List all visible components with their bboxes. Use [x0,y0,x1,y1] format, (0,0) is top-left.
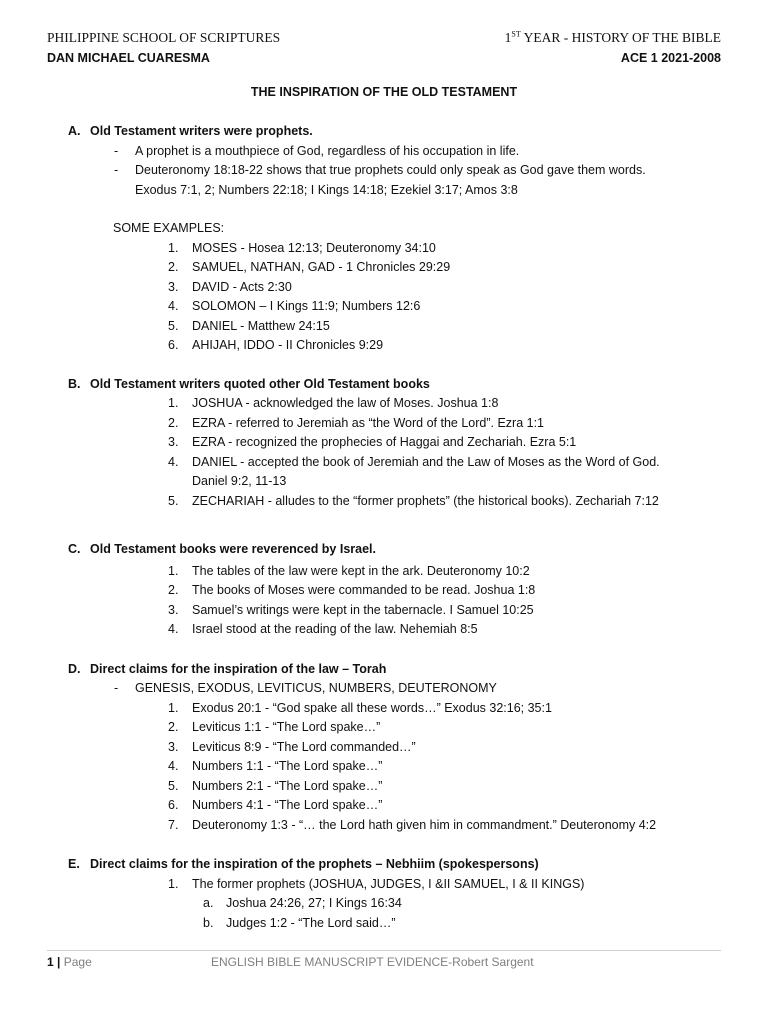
item-number: 1. [168,396,179,410]
list-item [0,453,768,473]
item-number: 5. [168,318,179,333]
page-footer [47,950,721,975]
heading-text: Direct claims for the inspiration of the law – Torah [90,661,387,676]
item-text: EZRA - referred to Jeremiah as “the Word of the Lord”. Ezra 1:1 [192,415,545,430]
item-number: 3. [168,279,179,294]
page-header [47,28,721,68]
item-text: SOLOMON – I Kings 11:9; Numbers 12:6 [192,299,421,313]
item-number: 1. [168,700,179,715]
item-number: 2. [168,260,179,274]
list-item [0,816,768,836]
heading-text: Direct claims for the inspiration of the prophets – Nebhiim (spokespersons) [90,857,539,871]
section-b-heading [0,375,768,395]
list-item [0,562,768,582]
item-letter: a. [203,896,214,910]
item-text: Exodus 20:1 - “God spake all these words…” Exodus 32:16; 35:1 [192,700,552,715]
course-ordinal-sup: ST [511,29,521,39]
item-number: 1. [168,876,179,891]
item-text: Leviticus 1:1 - “The Lord spake…” [192,720,381,734]
item-number: 3. [168,739,179,754]
sub-list-item [0,914,768,934]
bullet-item: - A prophet is a mouthpiece of God, regardless of his occupation in life. [0,142,768,162]
document-body [0,122,768,933]
item-number: 6. [168,338,179,352]
item-number: 2. [168,583,179,597]
item-number: 2. [168,720,179,734]
list-item [0,433,768,453]
item-text: SAMUEL, NATHAN, GAD - 1 Chronicles 29:29 [192,260,451,274]
footer-credit: ENGLISH BIBLE MANUSCRIPT EVIDENCE-Robert Sargent [211,955,534,969]
item-text: Deuteronomy 1:3 - “… the Lord hath given him in commandment.” Deuteronomy 4:2 [192,817,657,832]
section-letter: B. [68,376,81,391]
list-item [0,297,768,317]
item-number: 6. [168,798,179,812]
page-separator: | [57,955,61,969]
item-number: 4. [168,759,179,773]
item-letter: b. [203,915,214,930]
list-item [0,317,768,337]
page-number: 1 [47,955,54,969]
item-text: Numbers 2:1 - “The Lord spake…” [192,778,383,793]
list-item [0,796,768,816]
section-d-heading [0,660,768,680]
course-code: ACE 1 2021-2008 [620,51,721,65]
item-text: The former prophets (JOSHUA, JUDGES, I &II SAMUEL, I & II KINGS) [192,876,585,891]
item-text: The tables of the law were kept in the ark. Deuteronomy 10:2 [192,563,530,578]
item-text: Numbers 4:1 - “The Lord spake…” [192,798,383,812]
list-item [0,581,768,601]
item-text: ZECHARIAH - alludes to the “former prophets” (the historical books). Zechariah 7:12 [192,493,659,508]
section-letter: D. [68,661,81,676]
list-item [0,258,768,278]
bullet-item: - Deuteronomy 18:18-22 shows that true prophets could only speak as God gave them words. [0,161,768,181]
item-text: MOSES - Hosea 12:13; Deuteronomy 34:10 [192,240,436,255]
examples-label: SOME EXAMPLES: [113,221,225,235]
list-item [0,738,768,758]
course-ordinal: 1 [504,30,512,45]
item-number: 4. [168,299,179,313]
item-number: 4. [168,454,179,469]
item-number: 7. [168,817,179,832]
item-number: 3. [168,602,179,617]
list-item [0,699,768,719]
item-text: Samuel’s writings were kept in the tabernacle. I Samuel 10:25 [192,602,534,617]
list-item [0,239,768,259]
heading-text: Old Testament books were reverenced by Israel. [90,542,376,556]
list-item [0,278,768,298]
list-item-continuation [0,472,768,492]
item-number: 2. [168,415,179,430]
list-item [0,718,768,738]
item-number: 5. [168,493,179,508]
sub-list-item [0,894,768,914]
list-item [0,336,768,356]
student-name: DAN MICHAEL CUARESMA [47,51,210,65]
bullet-continuation: Exodus 7:1, 2; Numbers 22:18; I Kings 14:18; Ezekiel 3:17; Amos 3:8 [135,182,518,197]
item-text: DANIEL - accepted the book of Jeremiah and the Law of Moses as the Word of God. [192,454,660,469]
list-item [0,620,768,640]
list-item [0,601,768,621]
item-number: 3. [168,435,179,449]
section-letter: E. [68,857,80,871]
section-letter: A. [68,124,81,138]
heading-text: Old Testament writers quoted other Old Testament books [90,376,430,391]
bullet-item: - GENESIS, EXODUS, LEVITICUS, NUMBERS, DEUTERONOMY [0,679,768,699]
section-e-heading [0,855,768,875]
item-number: 4. [168,622,179,636]
page-label: Page [63,955,92,969]
document-title: THE INSPIRATION OF THE OLD TESTAMENT [250,85,518,99]
item-number: 1. [168,563,179,578]
section-d [0,660,768,836]
item-text: AHIJAH, IDDO - II Chronicles 9:29 [192,338,384,352]
list-item [0,492,768,512]
list-item [0,414,768,434]
section-c-heading [0,540,768,560]
course-name: YEAR - HISTORY OF THE BIBLE [523,30,721,45]
course-title [505,28,721,48]
school-name: PHILIPPINE SCHOOL OF SCRIPTURES [47,30,281,45]
list-item [0,875,768,895]
section-a [0,122,768,356]
item-number: 1. [168,240,179,255]
section-b [0,375,768,512]
item-text: JOSHUA - acknowledged the law of Moses. Joshua 1:8 [192,396,499,410]
item-text: DANIEL - Matthew 24:15 [192,318,330,333]
item-text: Israel stood at the reading of the law. Nehemiah 8:5 [192,622,478,636]
item-text: EZRA - recognized the prophecies of Haggai and Zechariah. Ezra 5:1 [192,435,577,449]
list-item [0,757,768,777]
list-item [0,394,768,414]
item-text: Daniel 9:2, 11-13 [192,474,287,488]
section-letter: C. [68,542,81,556]
section-e [0,855,768,933]
section-c [0,540,768,640]
heading-text: Old Testament writers were prophets. [90,124,313,138]
item-text: The books of Moses were commanded to be read. Joshua 1:8 [192,583,536,597]
item-number: 5. [168,778,179,793]
page-indicator [47,955,92,969]
list-item [0,777,768,797]
item-text: Judges 1:2 - “The Lord said…” [226,915,396,930]
item-text: DAVID - Acts 2:30 [192,279,292,294]
section-a-heading [0,122,768,142]
item-text: Leviticus 8:9 - “The Lord commanded…” [192,739,416,754]
item-text: Joshua 24:26, 27; I Kings 16:34 [226,896,402,910]
item-text: Numbers 1:1 - “The Lord spake…” [192,759,383,773]
